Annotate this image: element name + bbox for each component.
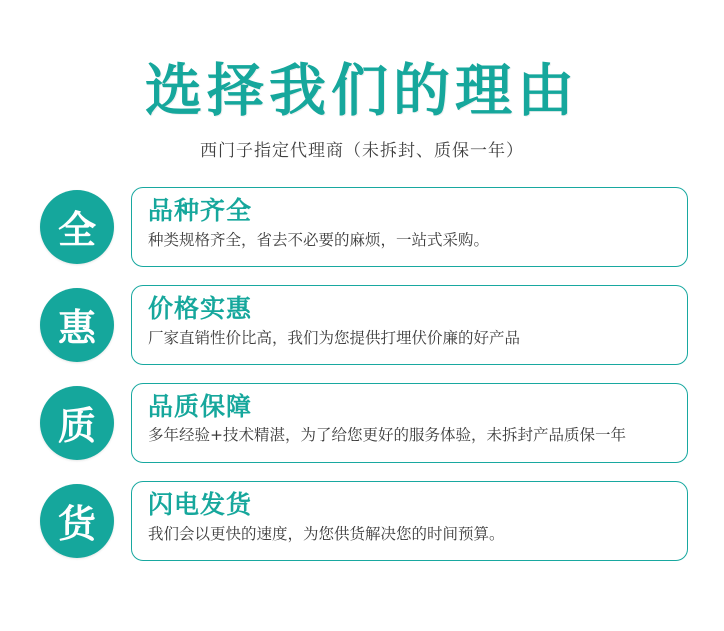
feature-badge: 全 — [40, 190, 114, 264]
feature-description: 厂家直销性价比高，我们为您提供打埋伏价廉的好产品 — [148, 329, 521, 348]
feature-title: 品质保障 — [148, 391, 253, 421]
feature-item — [40, 187, 688, 271]
page-title: 选择我们的理由 — [145, 58, 579, 124]
feature-badge: 质 — [40, 386, 114, 460]
page-subtitle: 西门子指定代理商（未拆封、质保一年） — [200, 140, 524, 161]
feature-title: 品种齐全 — [148, 195, 253, 225]
page-header — [0, 0, 724, 161]
feature-title: 闪电发货 — [148, 489, 253, 519]
feature-card — [131, 187, 688, 267]
feature-item — [40, 383, 688, 467]
feature-item — [40, 481, 688, 565]
feature-badge: 货 — [40, 484, 114, 558]
feature-list — [0, 187, 724, 565]
feature-description: 多年经验+技术精湛，为了给您更好的服务体验，未拆封产品质保一年 — [148, 426, 626, 445]
feature-badge: 惠 — [40, 288, 114, 362]
feature-card — [131, 481, 688, 561]
feature-description: 种类规格齐全，省去不必要的麻烦，一站式采购。 — [148, 231, 490, 250]
feature-description: 我们会以更快的速度，为您供货解决您的时间预算。 — [148, 525, 505, 544]
feature-card — [131, 285, 688, 365]
feature-item — [40, 285, 688, 369]
feature-title: 价格实惠 — [148, 293, 253, 323]
feature-card — [131, 383, 688, 463]
